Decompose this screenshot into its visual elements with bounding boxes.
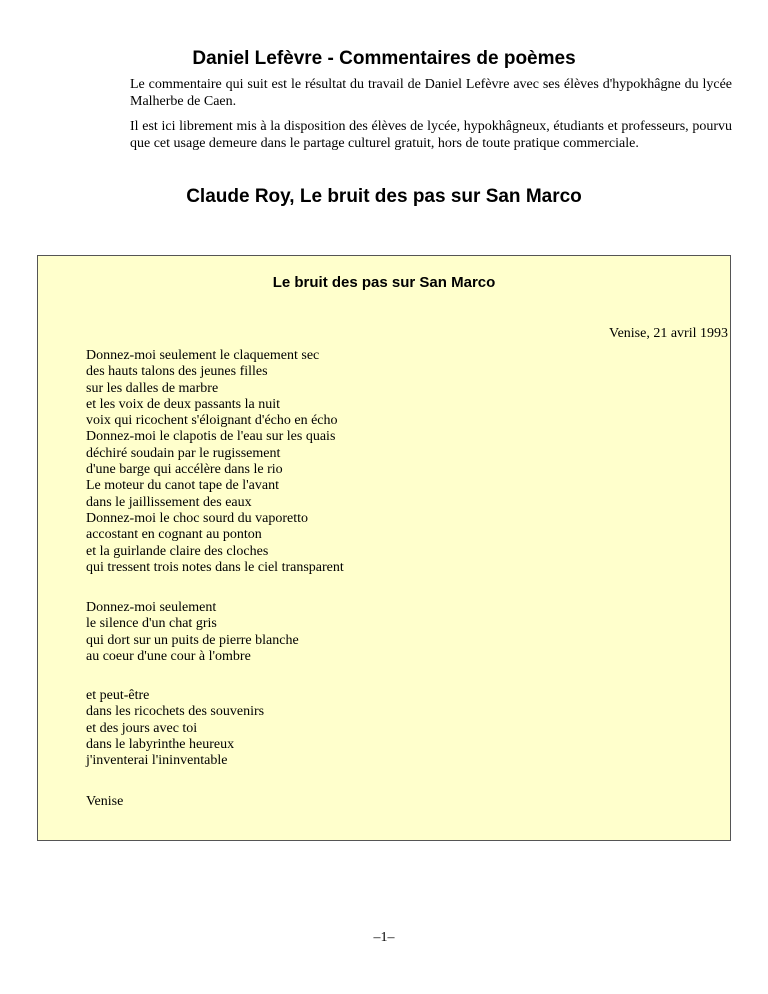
poem-line: dans les ricochets des souvenirs	[86, 704, 265, 720]
poem-line: des hauts talons des jeunes filles	[86, 364, 268, 380]
poem-line: j'inventerai l'ininventable	[86, 753, 228, 769]
poem-line: et des jours avec toi	[86, 720, 198, 736]
poem-line: accostant en cognant au ponton	[86, 527, 262, 543]
poem-line: le silence d'un chat gris	[86, 616, 217, 632]
poem-line: déchiré soudain par le rugissement	[86, 445, 281, 461]
poem-line: d'une barge qui accélère dans le rio	[86, 462, 283, 478]
poem-line: qui dort sur un puits de pierre blanche	[86, 632, 299, 648]
poem-line: dans le labyrinthe heureux	[86, 736, 235, 752]
poem-box	[37, 255, 731, 841]
intro-paragraph-authorship: Le commentaire qui suit est le résultat du travail de Daniel Lefèvre avec ses élèves d'hypokhâgne du lycée Malherbe de Caen.	[130, 77, 732, 109]
poem-line: Donnez-moi seulement le claquement sec	[86, 348, 320, 363]
poem-place-signature: Venise	[86, 794, 124, 809]
poem-title: Le bruit des pas sur San Marco	[272, 274, 496, 291]
poem-line: Donnez-moi le clapotis de l'eau sur les quais	[86, 429, 336, 445]
poem-line: Donnez-moi seulement	[86, 600, 217, 615]
stanza-2	[86, 600, 299, 665]
poem-line: au coeur d'une cour à l'ombre	[86, 648, 251, 664]
poem-line: et la guirlande claire des cloches	[86, 543, 269, 559]
poem-line: et peut-être	[86, 688, 150, 703]
poem-line: et les voix de deux passants la nuit	[86, 396, 281, 412]
poem-line: Donnez-moi le choc sourd du vaporetto	[86, 510, 308, 526]
poem-line: voix qui ricochent s'éloignant d'écho en écho	[86, 413, 338, 429]
poem-line: dans le jaillissement des eaux	[86, 494, 252, 510]
poem-line: sur les dalles de marbre	[86, 380, 219, 396]
poem-date: Venise, 21 avril 1993	[609, 326, 728, 341]
page-number: –1–	[373, 930, 395, 945]
intro-paragraph-usage-terms: Il est ici librement mis à la disposition des élèves de lycée, hypokhâgneux, étudiants et professeurs, pourvu que cet usage demeure dans le partage culturel gratuit, hors de toute pratique commerciale.	[130, 119, 732, 151]
stanza-1	[86, 348, 344, 576]
poem-line: qui tressent trois notes dans le ciel transparent	[86, 559, 344, 575]
document-title: Daniel Lefèvre - Commentaires de poèmes	[192, 48, 576, 69]
poem-line: Le moteur du canot tape de l'avant	[86, 478, 279, 494]
poem-section-heading: Claude Roy, Le bruit des pas sur San Marco	[186, 186, 582, 207]
stanza-3	[86, 688, 264, 769]
